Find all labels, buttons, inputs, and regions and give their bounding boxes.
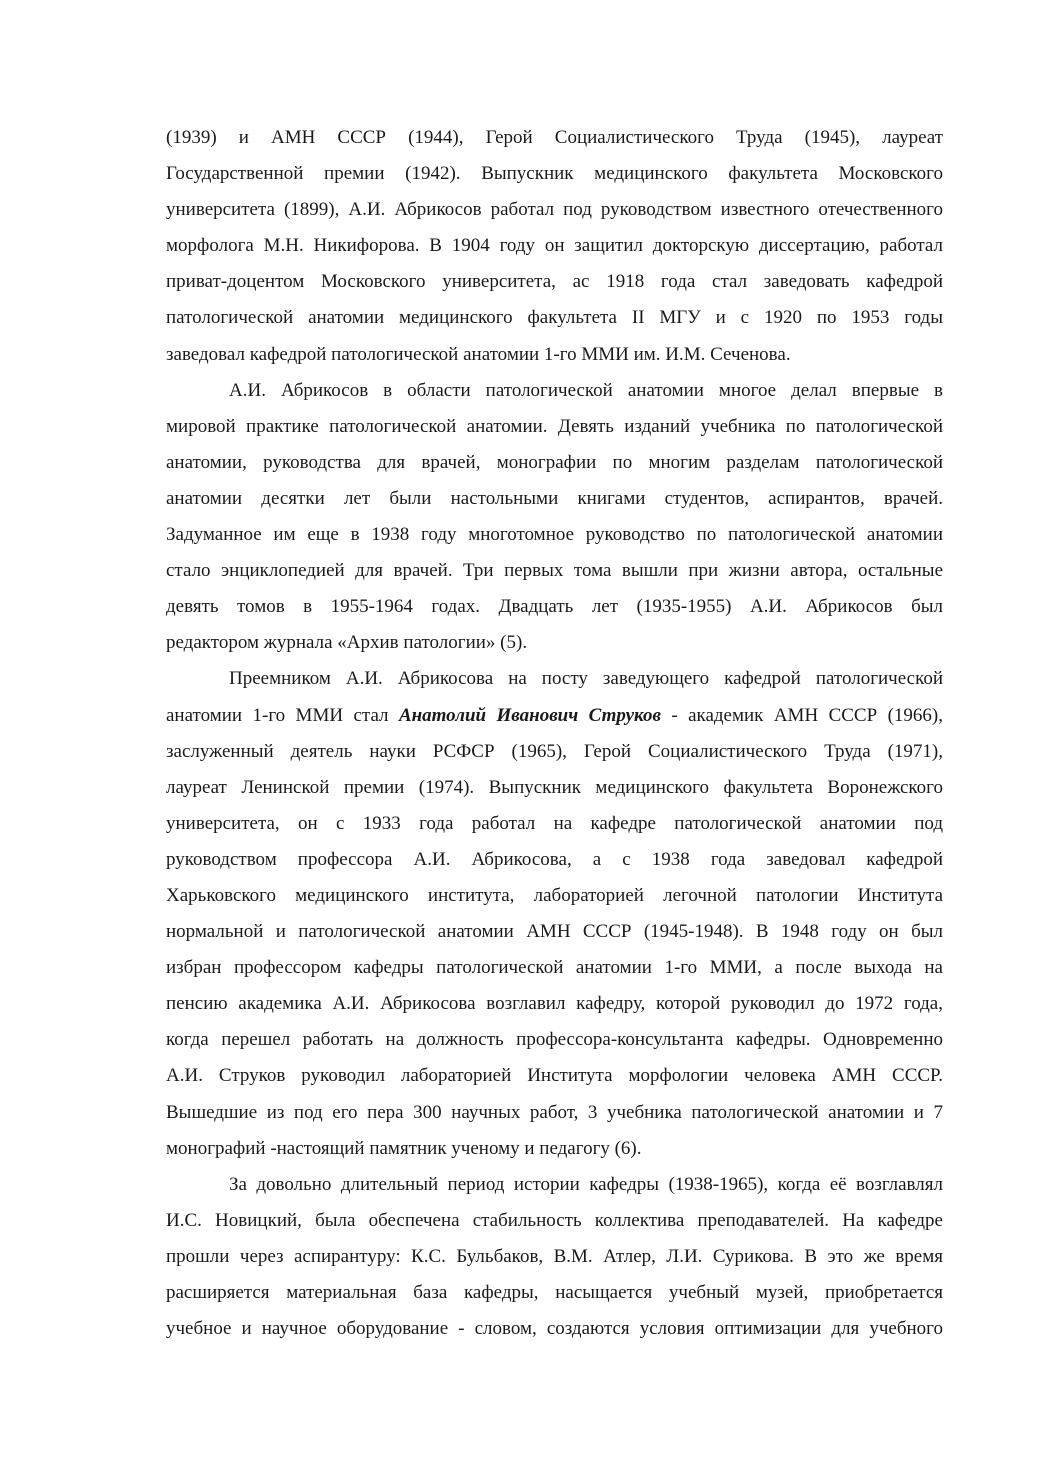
text-run: - академик АМН СССР (1966), [660,704,943,726]
text-line: А.И. Струков руководил лабораторией Института морфологии человека АМН СССР. [166,1065,943,1087]
text-line: руководством профессора А.И. Абрикосова, а с 1938 года заведовал кафедрой [166,848,943,870]
text-line: пенсию академика А.И. Абрикосова возглавил кафедру, которой руководил до 1972 года, [166,993,943,1015]
text-line: приват-доцентом Московского университета, ас 1918 года стал заведовать кафедрой [166,271,943,293]
text-line: Государственной премии (1942). Выпускник медицинского факультета Московского [166,163,943,185]
text-line: А.И. Абрикосов в области патологической анатомии многое делал впервые в [229,379,943,401]
text-line: девять томов в 1955-1964 годах. Двадцать лет (1935-1955) А.И. Абрикосов был [166,596,943,618]
text-line: лауреат Ленинской премии (1974). Выпускник медицинского факультета Воронежского [166,776,943,798]
text-line: Вышедшие из под его пера 300 научных работ, 3 учебника патологической анатомии и 7 [166,1101,943,1123]
text-line: (1939) и АМН СССР (1944), Герой Социалистического Труда (1945), лауреат [166,127,943,148]
text-run: анатомии 1-го ММИ стал [166,704,399,726]
text-line: учебное и научное оборудование - словом, создаются условия оптимизации для учебного [166,1318,943,1340]
text-line [166,698,943,734]
text-line: прошли через аспирантуру: К.С. Бульбаков, В.М. Атлер, Л.И. Сурикова. В это же время [166,1245,943,1267]
person-name-emphasis: Анатолий Иванович Струков [398,704,661,726]
text-line: университета, он с 1933 года работал на кафедре патологической анатомии под [166,812,943,834]
text-line: университета (1899), А.И. Абрикосов работал под руководством известного отечественного [166,199,943,221]
paragraph [166,120,943,373]
text-line: стало энциклопедией для врачей. Три первых тома вышли при жизни автора, остальные [166,560,943,582]
text-line: анатомии десятки лет были настольными книгами студентов, аспирантов, врачей. [166,487,943,509]
text-line: расширяется материальная база кафедры, насыщается учебный музей, приобретается [166,1282,943,1303]
text-line: морфолога М.Н. Никифорова. В 1904 году он защитил докторскую диссертацию, работал [166,235,943,257]
paragraph [166,373,943,662]
text-line: нормальной и патологической анатомии АМН СССР (1945-1948). В 1948 году он был [166,921,943,943]
text-line: заведовал кафедрой патологической анатомии 1-го ММИ им. И.М. Сеченова. [166,343,791,365]
paragraph [166,661,943,1166]
text-line: За довольно длительный период истории кафедры (1938-1965), когда её возглавлял [229,1173,943,1195]
text-line: Харьковского медицинского института, лабораторией легочной патологии Института [166,884,943,906]
text-line: редактором журнала «Архив патологии» (5). [166,632,528,654]
text-line: мировой практике патологической анатомии. Девять изданий учебника по патологической [166,415,943,437]
paragraph [166,1167,943,1347]
document-page [166,120,943,1347]
text-line: когда перешел работать на должность профессора-консультанта кафедры. Одновременно [166,1029,943,1051]
text-line: патологической анатомии медицинского факультета II МГУ и с 1920 по 1953 годы [166,307,943,329]
text-line: Задуманное им еще в 1938 году многотомное руководство по патологической анатомии [166,524,943,546]
text-line: Преемником А.И. Абрикосова на посту заведующего кафедрой патологической [229,668,943,690]
text-line: избран профессором кафедры патологической анатомии 1-го ММИ, а после выхода на [166,957,943,979]
text-line: заслуженный деятель науки РСФСР (1965), Герой Социалистического Труда (1971), [166,740,943,762]
text-line: анатомии, руководства для врачей, монографии по многим разделам патологической [166,451,943,473]
text-line: И.С. Новицкий, была обеспечена стабильность коллектива преподавателей. На кафедре [166,1209,943,1231]
text-line: монографий -настоящий памятник ученому и педагогу (6). [166,1137,642,1159]
